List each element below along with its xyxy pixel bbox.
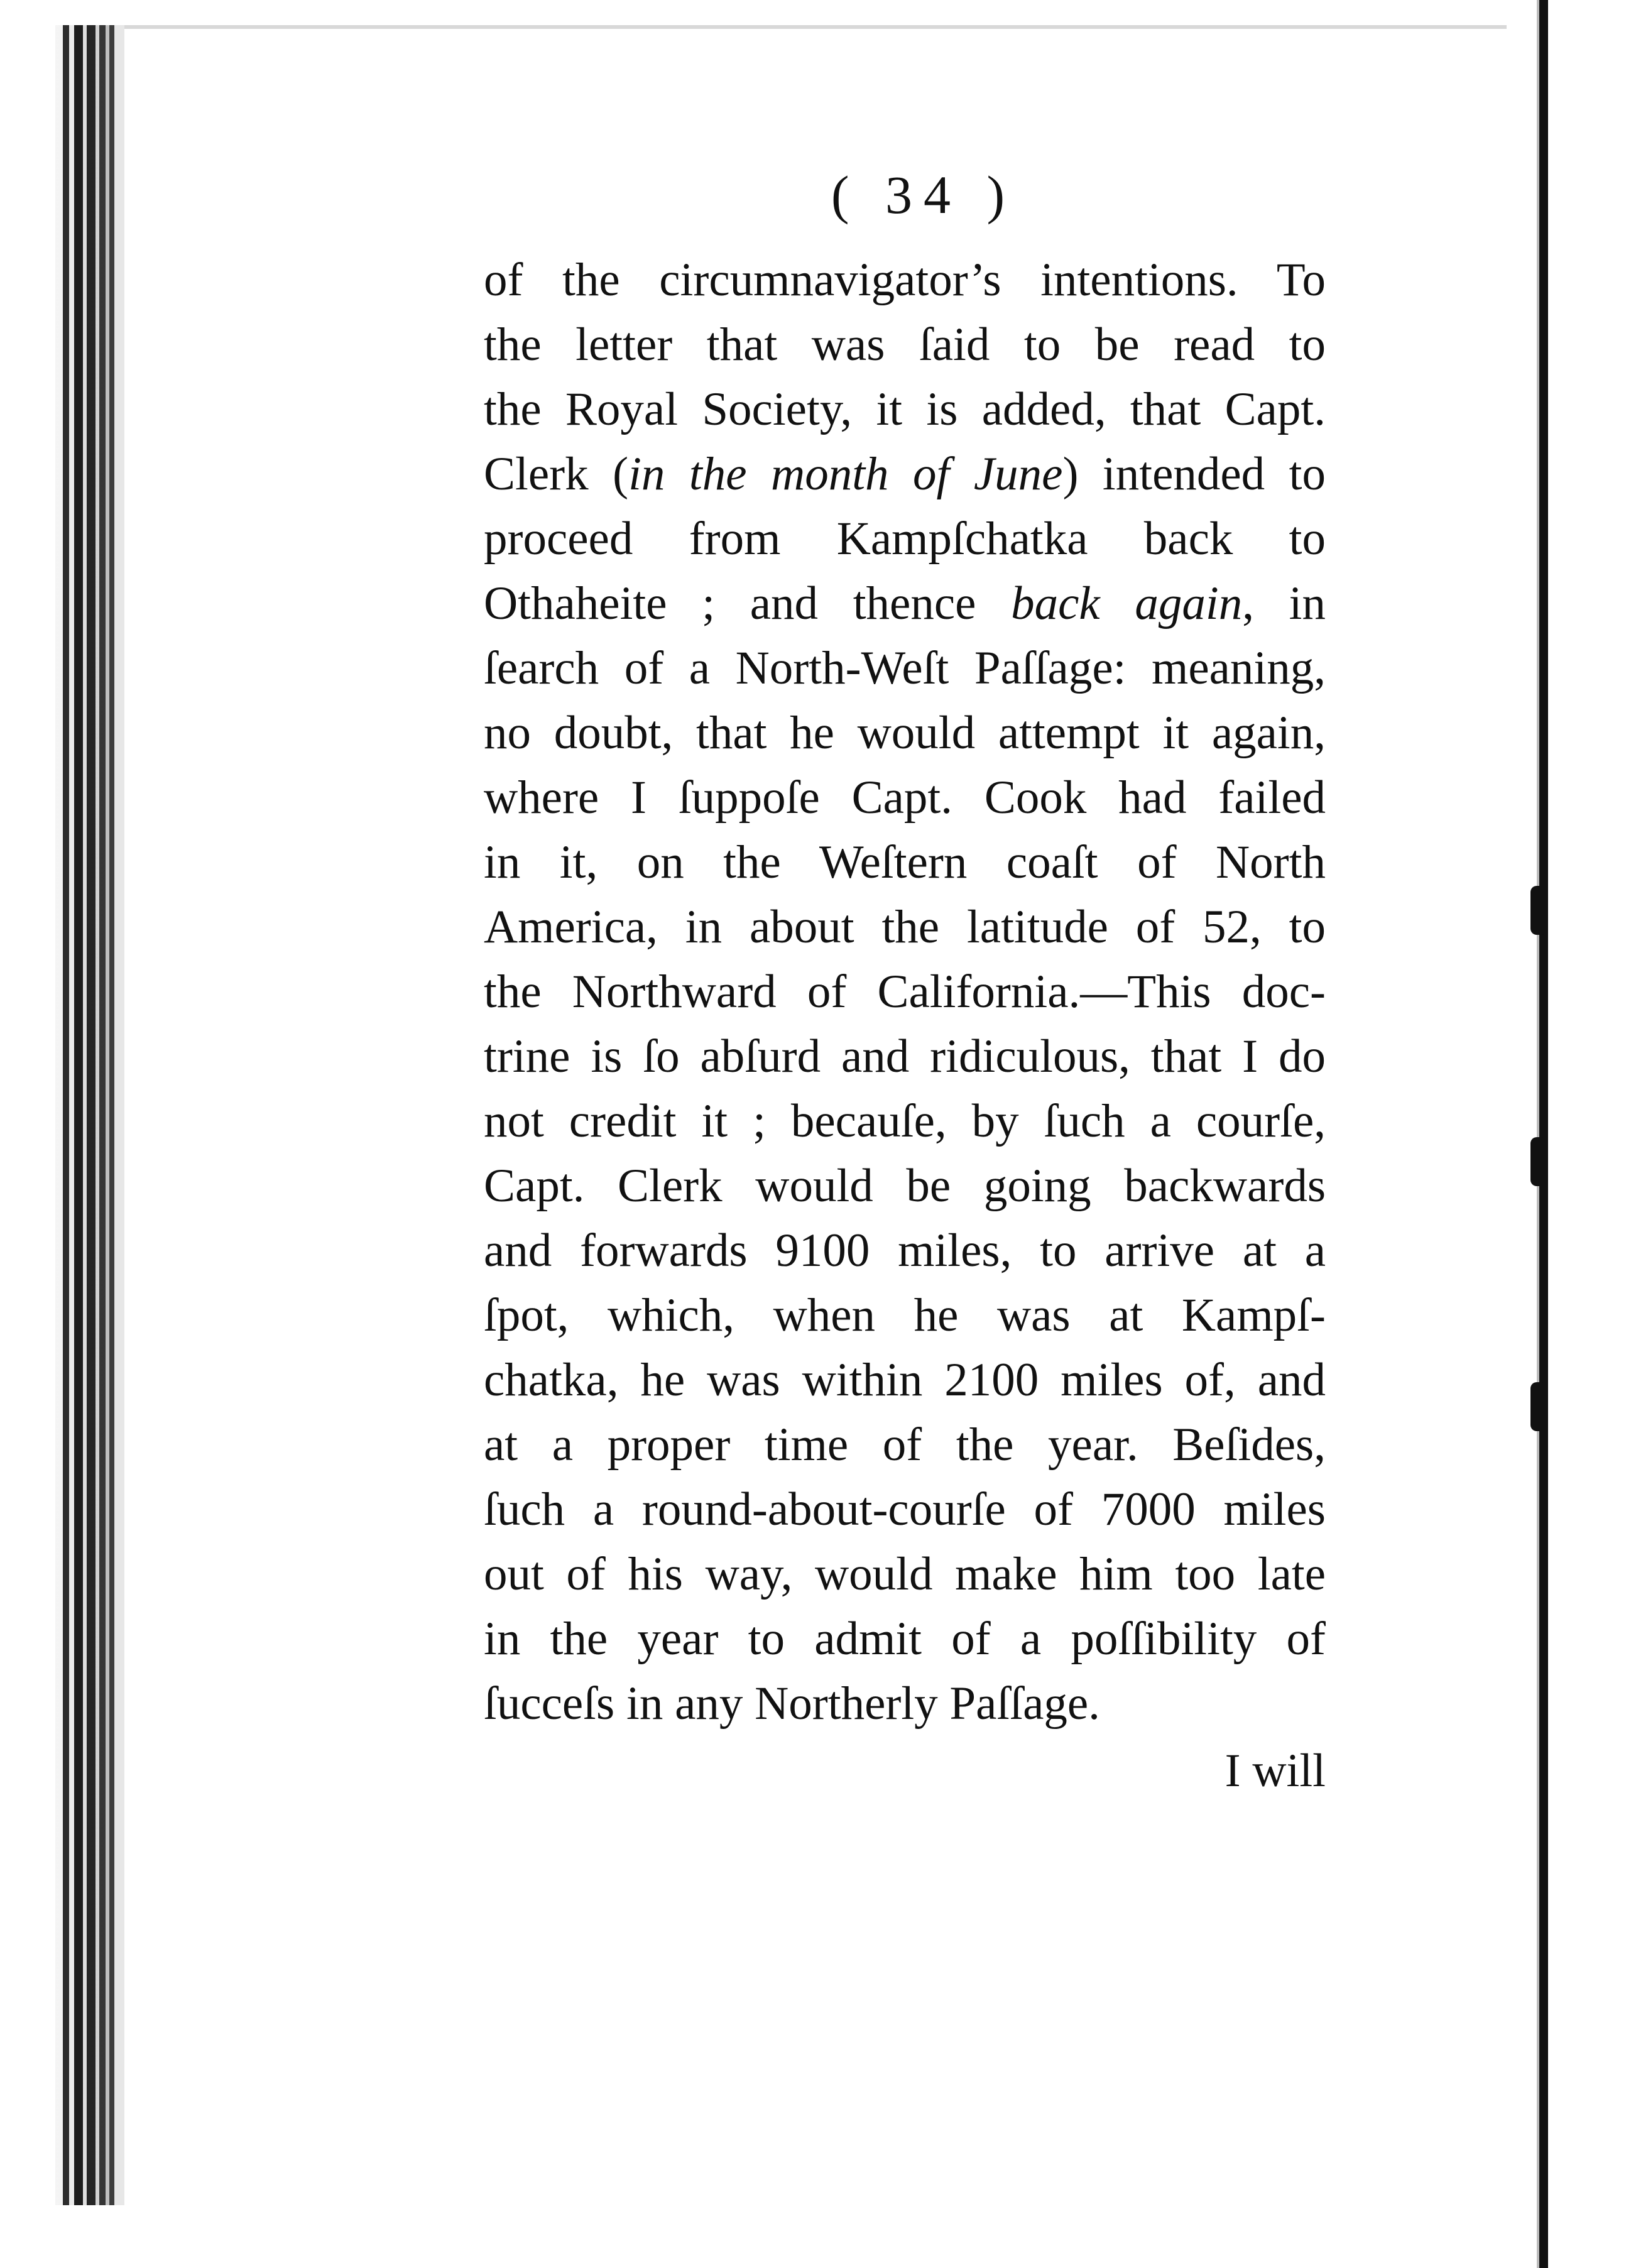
text-line: in the year to admit of a poſſibility of bbox=[484, 1613, 1326, 1665]
text-line: the Royal Society, it is added, that Capt. bbox=[484, 383, 1326, 435]
page-edge-tab bbox=[1530, 1382, 1544, 1431]
book-page bbox=[484, 163, 1326, 1803]
text-line: at a proper time of the year. Beſides, bbox=[484, 1419, 1326, 1471]
text-line: proceed from Kampſchatka back to bbox=[484, 513, 1326, 565]
text-line: where I ſuppoſe Capt. Cook had failed bbox=[484, 771, 1326, 824]
text-line: chatka, he was within 2100 miles of, and bbox=[484, 1354, 1326, 1406]
text-line: no doubt, that he would attempt it again, bbox=[484, 707, 1326, 759]
text-line: ſearch of a North-Weſt Paſſage: meaning, bbox=[484, 642, 1326, 694]
text-line: out of his way, would make him too late bbox=[484, 1548, 1326, 1600]
text-line: trine is ſo abſurd and ridiculous, that I do bbox=[484, 1030, 1326, 1082]
text-line: Capt. Clerk would be going backwards bbox=[484, 1160, 1326, 1212]
text-line: the letter that was ſaid to be read to bbox=[484, 319, 1326, 371]
text-line: of the circumnavigator’s intentions. To bbox=[484, 254, 1326, 306]
page-edge-tab bbox=[1530, 1137, 1544, 1186]
italic-phrase: in the month of June bbox=[628, 448, 1063, 500]
book-binding-edge bbox=[55, 25, 124, 2205]
text-line: America, in about the latitude of 52, to bbox=[484, 901, 1326, 953]
facing-page-edge bbox=[1539, 0, 1548, 2268]
text-line: the Northward of California.—This doc- bbox=[484, 966, 1326, 1018]
page-top-edge bbox=[124, 25, 1507, 29]
page-number-header: ( 34 ) bbox=[831, 165, 1017, 225]
text-line: ſuch a round-about-courſe of 7000 miles bbox=[484, 1483, 1326, 1535]
text-line: and forwards 9100 miles, to arrive at a bbox=[484, 1224, 1326, 1277]
text-line: not credit it ; becauſe, by ſuch a courſe, bbox=[484, 1095, 1326, 1147]
page-edge-tab bbox=[1530, 886, 1544, 935]
text-line: in it, on the Weſtern coaſt of North bbox=[484, 836, 1326, 888]
text-line: Othaheite ; and thence back again, in bbox=[484, 577, 1326, 630]
catchword: I will bbox=[1225, 1745, 1326, 1797]
text-line: Clerk (in the month of June) intended to bbox=[484, 448, 1326, 500]
body-text bbox=[484, 248, 1326, 1736]
text-line: ſpot, which, when he was at Kampſ- bbox=[484, 1289, 1326, 1341]
text-line: ſucceſs in any Northerly Paſſage. bbox=[484, 1677, 1100, 1730]
italic-phrase: back again bbox=[1011, 577, 1243, 630]
